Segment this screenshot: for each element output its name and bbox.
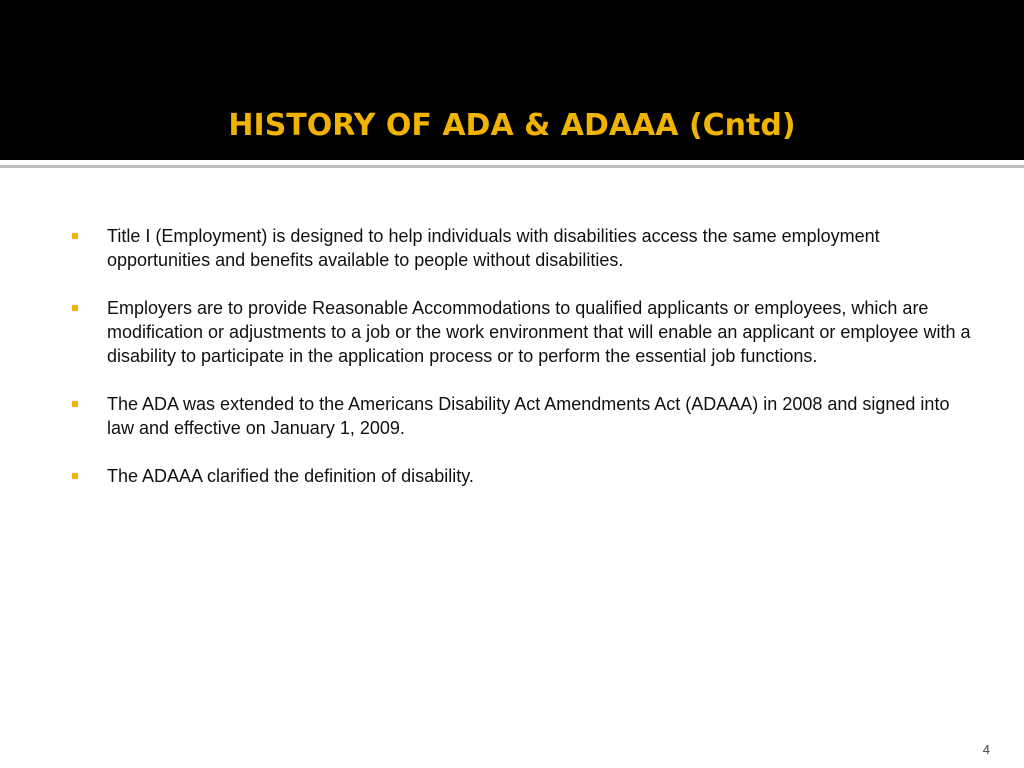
bullet-item (0, 392, 1024, 440)
title-bar (0, 0, 1024, 160)
bullet-text: Employers are to provide Reasonable Accommodations to qualified applicants or employees, which are modification or adjustments to a job or the work environment that will enable an applicant or employee with a disability to participate in the application process or to perform the essential job functions. (107, 298, 971, 366)
bullet-item (0, 464, 1024, 488)
bullet-text: The ADA was extended to the Americans Disability Act Amendments Act (ADAAA) in 2008 and signed into law and effective on January 1, 2009. (107, 394, 950, 438)
square-bullet-icon (72, 401, 78, 407)
title-divider (0, 165, 1024, 168)
page-number: 4 (982, 742, 990, 757)
slide-title: HISTORY OF ADA & ADAAA (Cntd) (228, 108, 796, 143)
square-bullet-icon (72, 473, 78, 479)
bullet-item (0, 224, 1024, 272)
bullet-text: The ADAAA clarified the definition of disability. (107, 466, 474, 486)
square-bullet-icon (72, 233, 78, 239)
bullet-item (0, 296, 1024, 368)
bullet-list (0, 224, 1024, 512)
square-bullet-icon (72, 305, 78, 311)
bullet-text: Title I (Employment) is designed to help individuals with disabilities access the same employment opportunities and benefits available to people without disabilities. (107, 226, 880, 270)
